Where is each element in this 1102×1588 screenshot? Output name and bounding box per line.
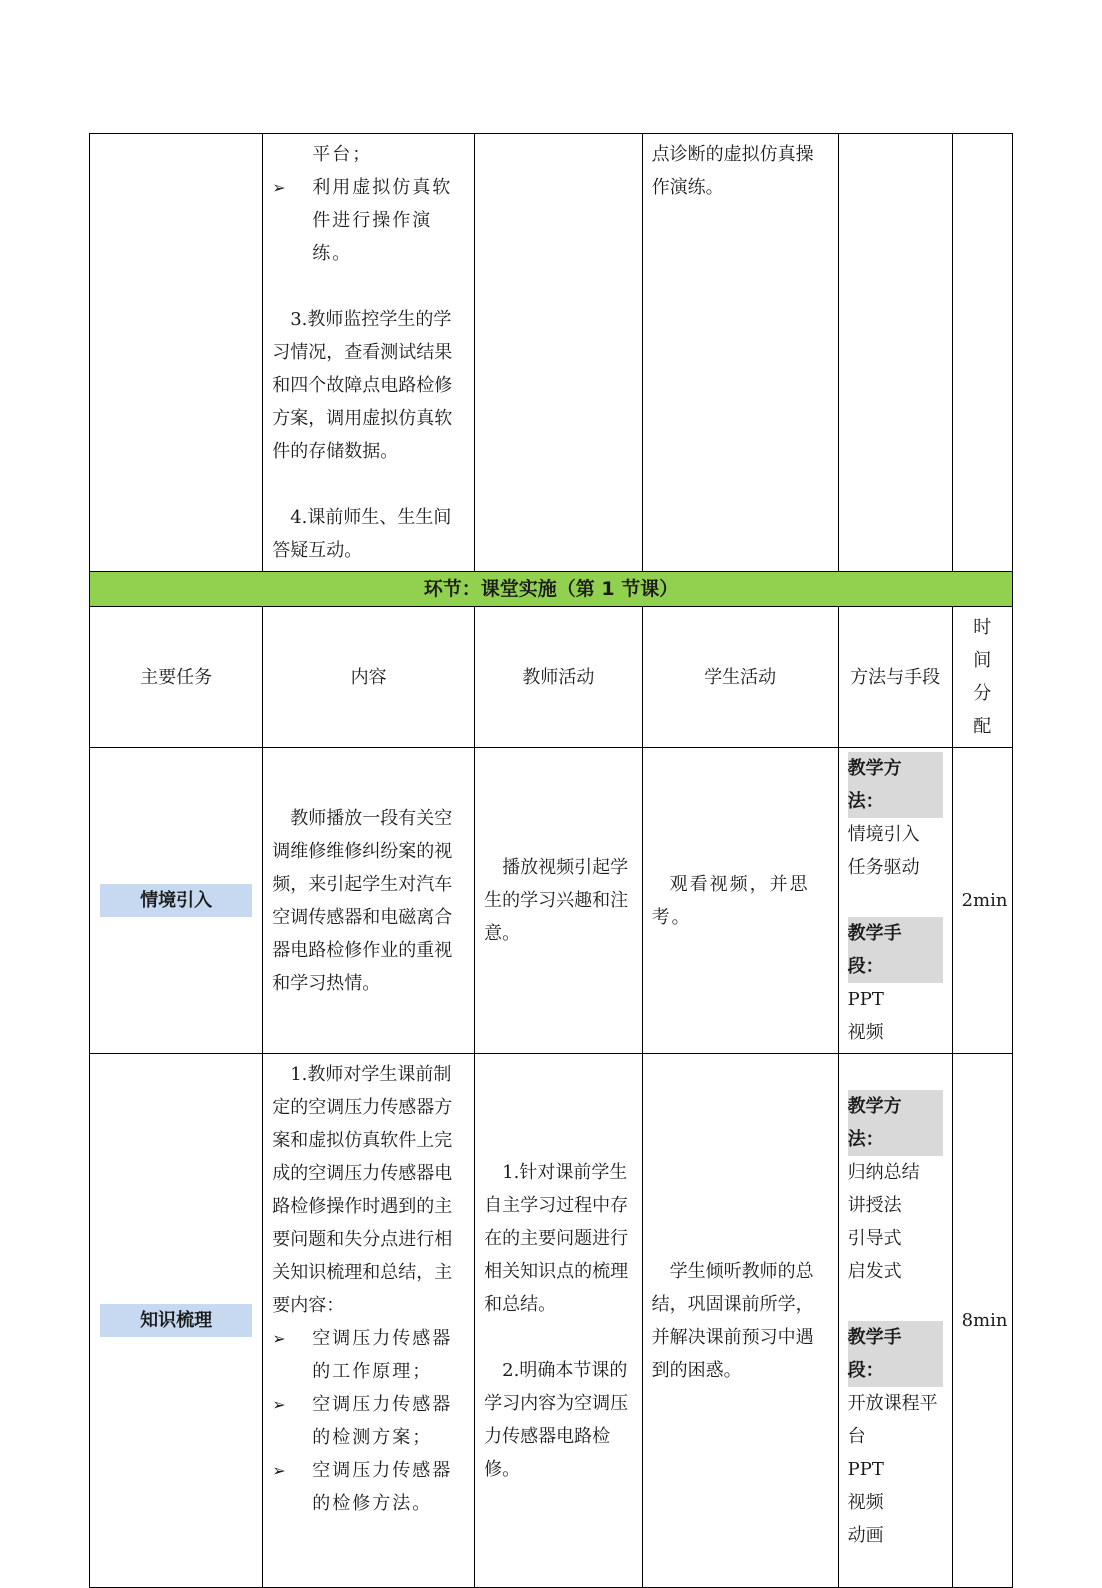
method-cell <box>838 1054 952 1588</box>
student-activity-text: 学生倾听教师的总结，巩固课前所学，并解决课前预习中遇到的困惑。 <box>651 1260 814 1381</box>
arrow-bullet-icon: ➢ <box>272 1395 286 1414</box>
content-text: 1.教师对学生课前制定的空调压力传感器方案和虚拟仿真软件上完成的空调压力传感器电路检修操作时遇到的主要问题和失分点进行相关知识梳理和总结，主要内容： <box>272 1064 453 1316</box>
continuation-row <box>90 134 1013 572</box>
content-paragraph-3: 3.教师监控学生的学习情况，查看测试结果和四个故障点电路检修方案，调用虚拟仿真软件的存储数据。 <box>272 309 453 462</box>
content-bullet: ➢ 空调压力传感器的检修方法。 <box>272 1454 465 1520</box>
content-bullet: ➢ 空调压力传感器的检测方案； <box>272 1388 465 1454</box>
content-bullet: ➢ 空调压力传感器的工作原理； <box>272 1322 465 1388</box>
means-title: 教学手段： <box>848 1321 943 1387</box>
method-title: 教学方法： <box>848 1090 943 1156</box>
means-item: 动画 <box>847 1524 884 1546</box>
teacher-cell-empty <box>475 134 643 572</box>
teacher-activity-text: 1.针对课前学生自主学习过程中存在的主要问题进行相关知识点的梳理和总结。 <box>484 1161 629 1315</box>
method-title: 教学方法： <box>848 752 943 818</box>
content-continued-line: 平台； <box>312 144 373 165</box>
teacher-cell <box>475 748 643 1054</box>
table-row <box>90 748 1013 1054</box>
section-header-row <box>90 572 1013 607</box>
arrow-bullet-icon: ➢ <box>272 1461 286 1480</box>
arrow-bullet-icon: ➢ <box>272 178 286 197</box>
method-item: 情境引入 <box>847 824 920 845</box>
student-cell <box>642 748 838 1054</box>
header-task: 主要任务 <box>90 607 263 748</box>
teacher-activity-text: 2.明确本节课的学习内容为空调压力传感器电路检修。 <box>484 1359 629 1480</box>
task-cell <box>90 748 263 1054</box>
lesson-plan-table <box>89 133 1013 1588</box>
time-cell-empty <box>952 134 1012 572</box>
header-teacher: 教师活动 <box>475 607 643 748</box>
content-paragraph-4: 4.课前师生、生生间答疑互动。 <box>272 507 452 561</box>
means-item: 视频 <box>847 1491 884 1513</box>
section-title: 环节：课堂实施（第 1 节课） <box>90 572 1013 607</box>
time-cell: 2min <box>952 748 1012 1054</box>
method-item: 归纳总结 <box>847 1161 920 1183</box>
task-cell <box>90 1054 263 1588</box>
student-activity-text: 点诊断的虚拟仿真操作演练。 <box>651 144 814 198</box>
method-item: 启发式 <box>847 1260 902 1282</box>
method-cell <box>838 748 952 1054</box>
task-cell-empty <box>90 134 263 572</box>
time-cell: 8min <box>952 1054 1012 1588</box>
content-cell <box>263 134 475 572</box>
means-item: PPT <box>847 989 884 1010</box>
content-bullet: ➢ 利用虚拟仿真软件进行操作演练。 <box>272 171 465 270</box>
task-label: 知识梳理 <box>100 1304 252 1337</box>
task-label: 情境引入 <box>100 884 252 917</box>
header-method: 方法与手段 <box>838 607 952 748</box>
method-item: 任务驱动 <box>847 857 920 878</box>
method-cell-empty <box>838 134 952 572</box>
arrow-bullet-icon: ➢ <box>272 1329 286 1348</box>
header-content: 内容 <box>263 607 475 748</box>
header-time: 时间分配 <box>952 607 1012 748</box>
header-student: 学生活动 <box>642 607 838 748</box>
student-cell <box>642 1054 838 1588</box>
content-cell <box>263 748 475 1054</box>
table-row <box>90 1054 1013 1588</box>
method-item: 讲授法 <box>847 1194 902 1216</box>
means-item: PPT <box>847 1458 884 1480</box>
student-cell <box>642 134 838 572</box>
means-item: 视频 <box>847 1022 884 1043</box>
teacher-cell <box>475 1054 643 1588</box>
content-text: 教师播放一段有关空调维修维修纠纷案的视频，来引起学生对汽车空调传感器和电磁离合器电路检修作业的重视和学习热情。 <box>272 807 453 994</box>
student-activity-text: 观看视频，并思考。 <box>651 873 810 928</box>
content-cell <box>263 1054 475 1588</box>
means-title: 教学手段： <box>848 917 943 983</box>
method-item: 引导式 <box>847 1227 902 1249</box>
means-item: 开放课程平台 <box>847 1392 938 1447</box>
column-header-row <box>90 607 1013 748</box>
teacher-activity-text: 播放视频引起学生的学习兴趣和注意。 <box>484 857 629 944</box>
